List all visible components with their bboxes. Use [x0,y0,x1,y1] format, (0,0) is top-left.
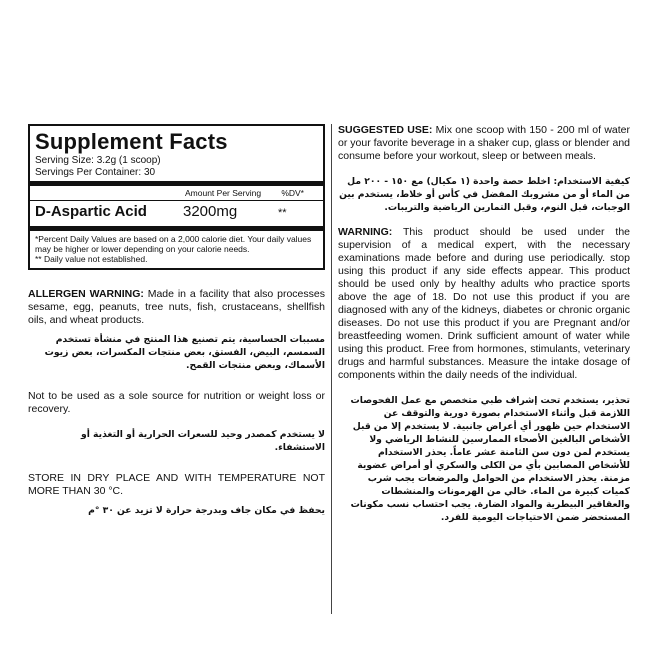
allergen-arabic-label: مسببات الحساسية [242,334,325,345]
daily-value-note: ** Daily value not established. [35,254,148,264]
warning-arabic [338,394,630,524]
ingredient-name: D-Aspartic Acid [35,203,147,220]
warning-text: This product should be used under the supervision of a medical expert, with the necessary examinations made before and during use periodically. stop using this product if any side effects appear. This product should be used only by healthy adults who practice sports above the age of 18. Do not use this product if you are diagnosed with any of the kidneys, diabetes or chronic organic diseases. Do not use this product if you are Pregnant and/or breastfeeding women. Drink sufficient amount of water while using this product. Free from hormones, stimulants, veterinary drugs and harmful substances. Measure the intake dosage of components within the daily needs of the individual. [338,226,630,381]
column-divider [331,124,332,614]
serving-size: Serving Size: 3.2g (1 scoop) [35,155,161,166]
suggested-use-arabic [338,175,630,214]
warning-label: WARNING: [338,226,393,238]
percent-daily-note: *Percent Daily Values are based on a 2,000 calorie diet. Your daily values may be higher or lower depending on your calorie needs. [35,234,312,254]
allergen-text: Made in a facility that also processes sesame, egg, peanuts, tree nuts, fish, crustaceans, shellfish oils, and wheat products. [28,288,325,326]
suggested-use-arabic-label: كيفية الاستخدام: [553,176,630,187]
ingredient-row [35,201,318,224]
amount-per-serving-header: Amount Per Serving [185,188,262,198]
warning-arabic-text: ، يستخدم تحت إشراف طبي متخصص مع عمل الفحوصات اللازمة قبل وأثناء الاستخدام بصورة دورية والتوقف عن الاستخدام حين ظهور أي أعراض جانبية. لا يستخدم إلا من قبل الأشخاص البالغين الأصحاء الممارسين للنشاط الرياضي ولا يستخدم لمن دون سن الثامنة عشر عاماً. يحذر الاستخدام للأشخاص المصابين بأي من الكلى والسكري أو أمراض عضوية مزمنة. يحذر الاستخدام من الحوامل والمرضعات يجب شرب كميات كبيرة من الماء. خالي من الهرمونات والمنشطات والعقاقير البيطرية والمواد الضارة. يجب احتساب نسب مكونات المستحضر ضمن الاحتياجات اليومية للفرد. [350,395,630,523]
sole-source-arabic: لا يستخدم كمصدر وحيد للسعرات الحرارية أو التغذية أو الاستشفاء. [81,429,325,453]
sole-source-notice: Not to be used as a sole source for nutrition or weight loss or recovery. [28,390,325,415]
allergen-warning [28,288,325,327]
allergen-warning-arabic [28,333,325,372]
allergen-arabic-text: ، يتم تصنيع هذا المنتج في منشأة تستخدم السمسم، البيض، الفستق، بعض منتجات المكسرات، بعض زيوت الأسماك، وبعض منتجات القمح. [44,334,325,371]
warning [338,226,630,382]
servings-per-container: Servings Per Container: 30 [35,167,156,178]
facts-title: Supplement Facts [35,129,228,154]
suggested-use-text: Mix one scoop with 150 - 200 ml of water or your favorite beverage in a shaker cup, glass or blender and consume before your workout, sleep or between meals. [338,124,630,162]
ingredient-dv: ** [278,207,287,219]
suggested-use [338,124,630,163]
supplement-facts-panel [28,124,325,270]
storage-notice: STORE IN DRY PLACE AND WITH TEMPERATURE NOT MORE THAN 30 °C. [28,472,325,497]
ingredient-amount: 3200mg [183,203,238,220]
allergen-label: ALLERGEN WARNING: [28,288,144,300]
right-column [338,124,630,524]
suggested-use-label: SUGGESTED USE: [338,124,433,136]
facts-thick-rule-bottom [30,226,323,231]
suggested-use-arabic-text: اخلط حصة واحدة (١ مكيال) مع ١٥٠ - ٢٠٠ مل من الماء أو من مشروبك المفضل في كأس أو خلاط، يستخدم بين الوجبات، قبل النوم، وقبل التمارين الرياضية والتريبات. [339,176,630,213]
storage-arabic: يحفظ في مكان جاف وبدرجة حرارة لا تزيد عن ٣٠ °م [88,505,325,516]
dv-header: %DV* [281,188,304,198]
warning-arabic-label: تحذير [605,395,630,406]
left-column [28,124,325,517]
amount-header-row [35,186,318,200]
